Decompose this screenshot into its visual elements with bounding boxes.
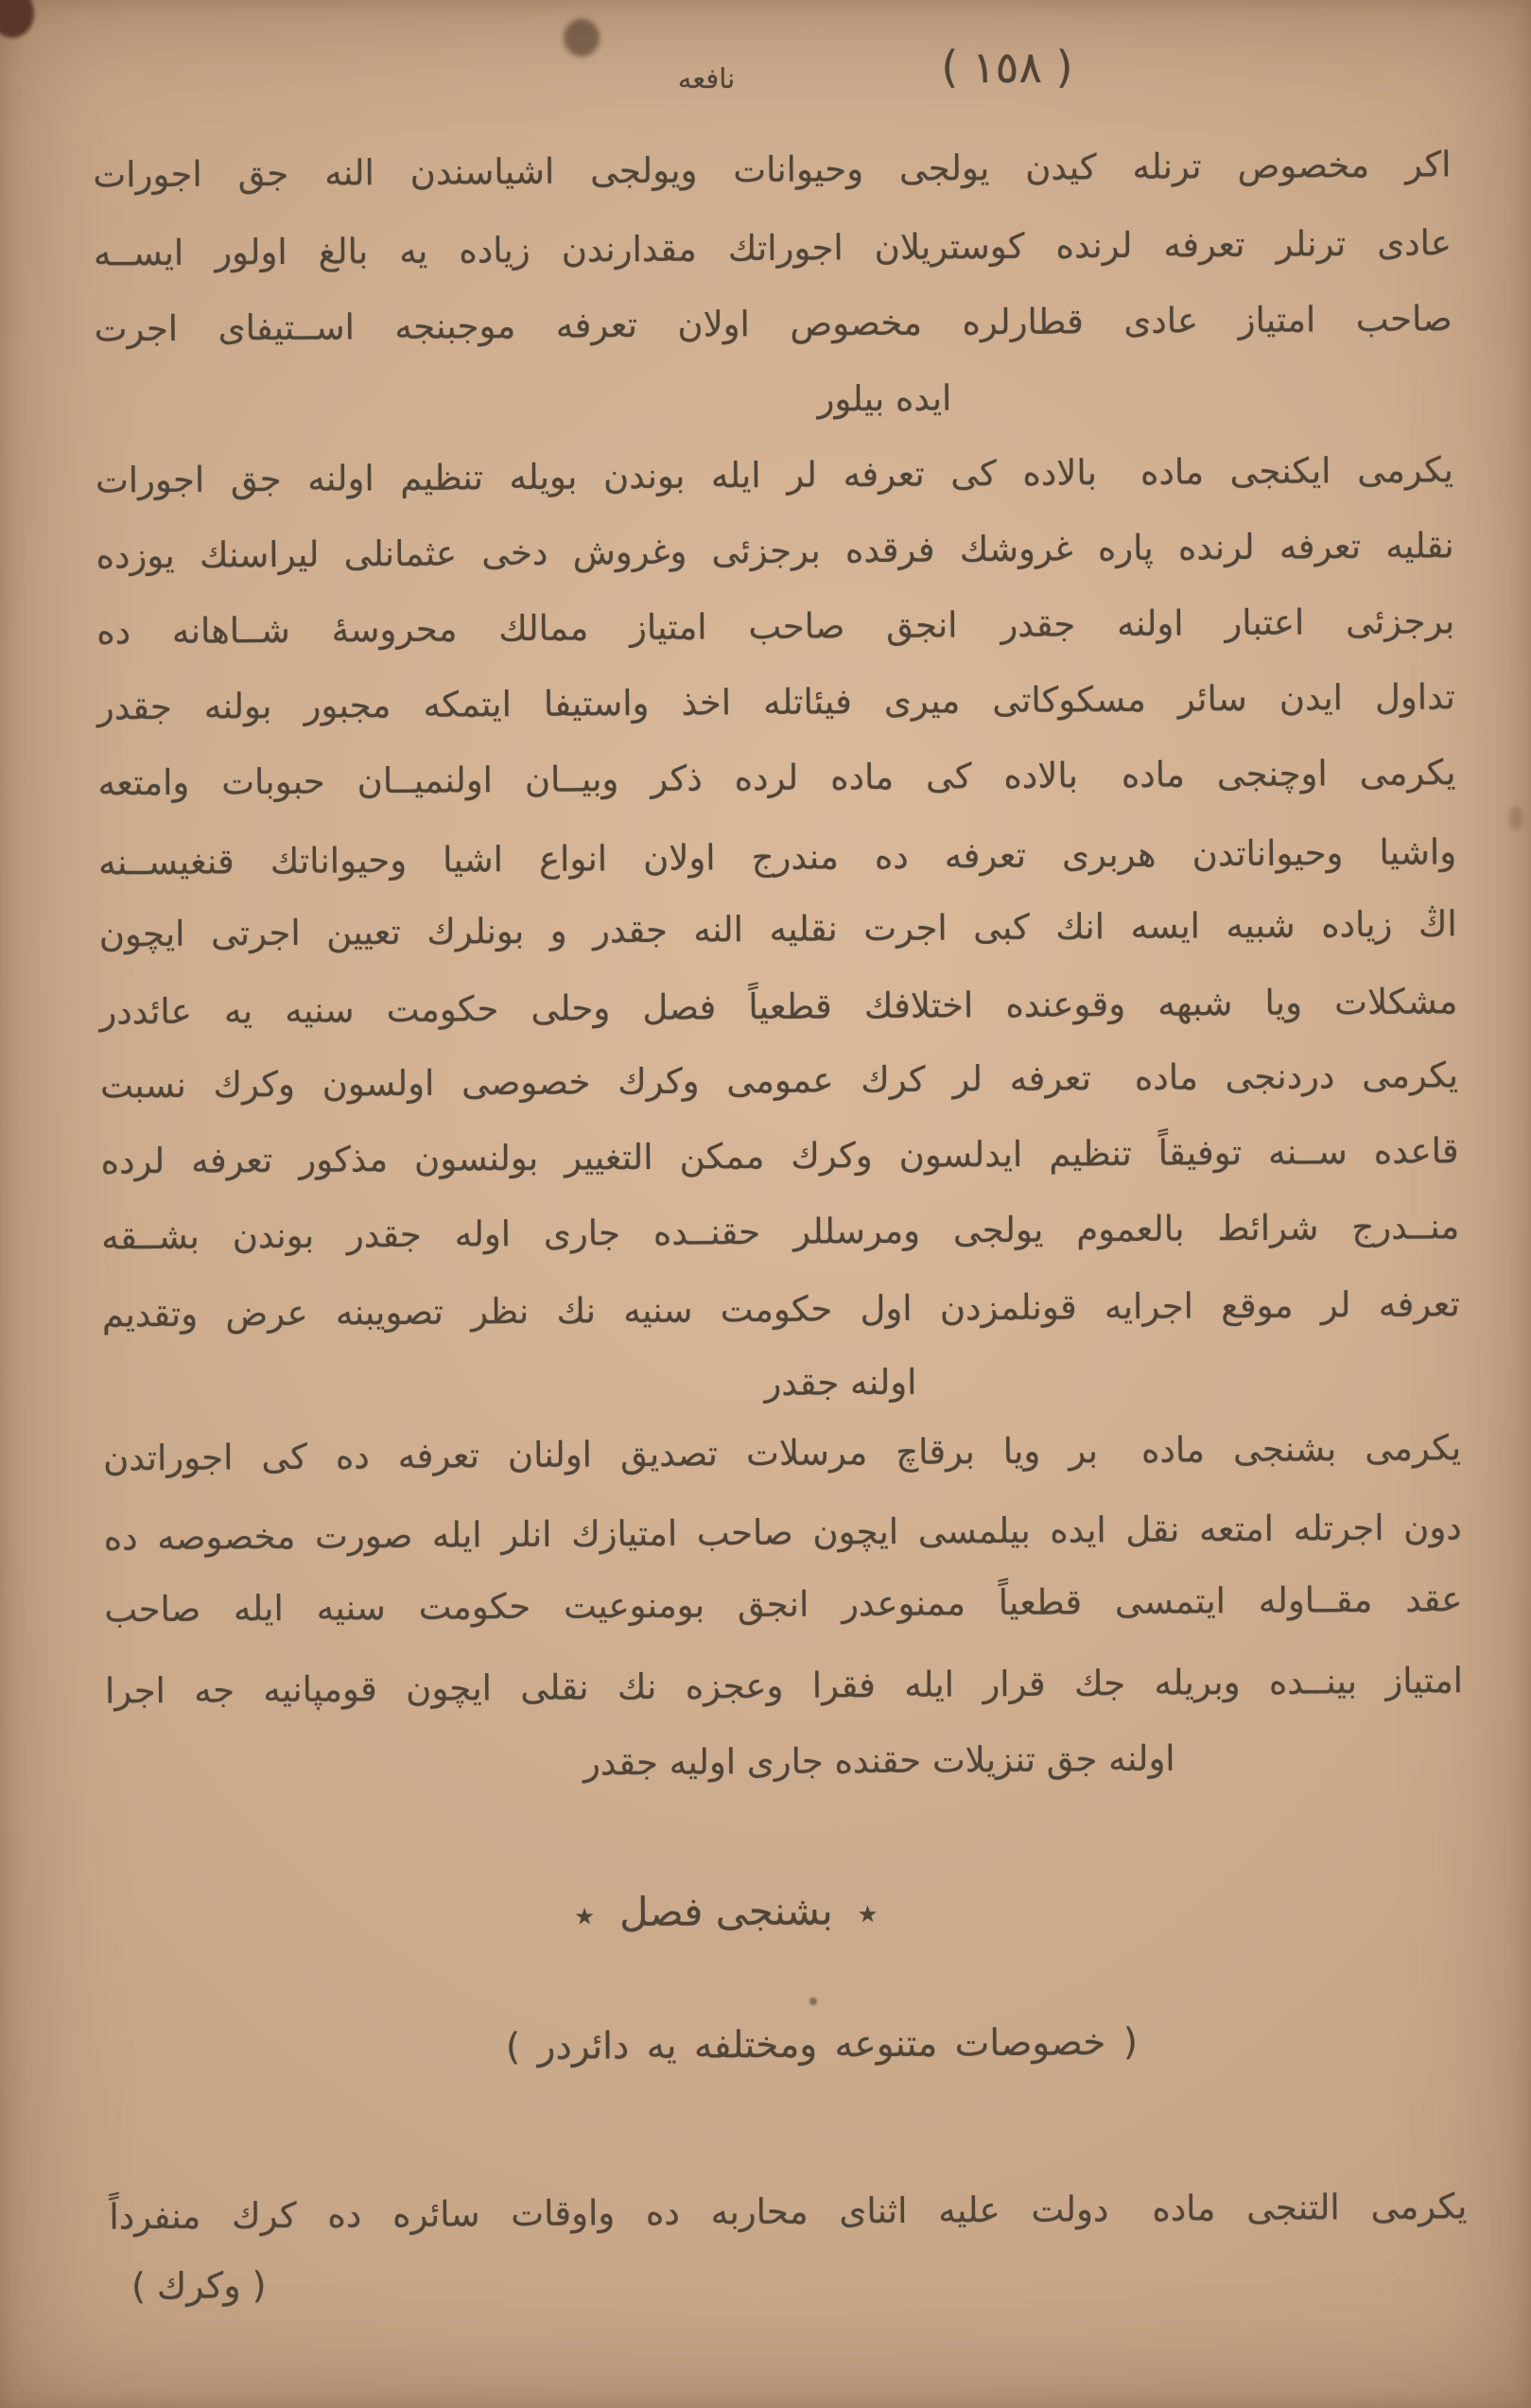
body-line: اكر مخصوص ترنله كيدن يولجى وحيوانات ويولجى اشياسندن النه جق اجورات xyxy=(93,144,1452,196)
body-line: اڭ زياده شبيه ايسه انك كبى اجرت نقليه النه جقدر و بونلرك تعيين اجرتى ايچون xyxy=(98,903,1457,955)
body-line: عادى ترنلر تعرفه لرنده كوستريلان اجوراتك مقدارندن زياده يه بالغ اولور ايســه xyxy=(93,222,1453,274)
chapter-heading xyxy=(485,1886,967,1936)
body-line: امتياز بينــده وبريله جك قرار ايله فقرا وعجزه نك نقلى ايچون قومپانيه جه اجرا xyxy=(104,1660,1464,1712)
fleuron-icon: ٭ xyxy=(574,1893,596,1938)
body-line: دون اجرتله امتعه نقل ايده بيلمسى ايچون صاحب امتيازك انلر ايله صورت مخصوصه ده xyxy=(103,1507,1462,1559)
article-label: يكرمى التنجى ماده xyxy=(1152,2186,1468,2229)
body-line: منــدرج شرائط بالعموم يولجى ومرسللر حقنــده جارى اوله جقدر بوندن بشــقه xyxy=(101,1206,1460,1258)
chapter-subtitle: ( خصوصات متنوعه ومختلفه يه دائردر ) xyxy=(505,2020,1139,2069)
label-gap xyxy=(1091,1089,1135,1090)
article-23-line: يكرمى اوچنجى مادهبالاده كى ماده لرده ذكر وبيــان اولنميــان حبوبات وامتعه xyxy=(97,752,1456,804)
article-22-line: يكرمى ايكنجى مادهبالاده كى تعرفه لر ايله بوندن بويله تنظيم اولنه جق اجورات xyxy=(95,449,1454,501)
label-gap xyxy=(958,636,1001,637)
label-gap xyxy=(1098,1461,1141,1462)
body-line: مشكلات ويا شبهه وقوعنده اختلافك قطعياً فصل وحلى حكومت سنيه يه عائددر xyxy=(99,981,1458,1033)
article-label: يكرمى بشنجى ماده xyxy=(1140,1427,1462,1471)
body-line: تعرفه لر موقع اجرايه قونلمزدن اول حكومت سنيه نك نظر تصويبنه عرض وتقديم xyxy=(101,1283,1461,1335)
page-number: ( ١٥٨ ) xyxy=(941,42,1073,93)
article-label: يكرمى اوچنجى ماده xyxy=(1121,752,1456,796)
article-25-line: يكرمى بشنجى مادهبر ويا برقاچ مرسلات تصديق اولنان تعرفه ده كى اجوراتدن xyxy=(102,1427,1462,1479)
running-title: نافعه xyxy=(677,62,736,95)
article-label: يكرمى دردنجى ماده xyxy=(1134,1055,1459,1098)
article-label: يكرمى ايكنجى ماده xyxy=(1140,449,1454,493)
label-gap xyxy=(1078,786,1122,787)
body-line: برجزئى اعتبار اولنه جقدرانجق صاحب امتياز ممالك محروسهٔ شــاهانه ده xyxy=(96,601,1455,653)
fleuron-icon: ٭ xyxy=(857,1892,879,1936)
label-gap xyxy=(1097,483,1140,484)
body-line: واشيا وحيواناتدن هربرى تعرفه ده مندرج اولان انواع اشيا وحيواناتك قنغيســنه xyxy=(97,831,1457,883)
paragraph-end-line: اولنه جق تنزيلات حقنده جارى اوليه جقدر xyxy=(583,1737,1175,1784)
paragraph-end-line: ايده بيلور xyxy=(817,377,952,420)
body-line: نقليه تعرفه لرنده پاره غروشك فرقده برجزئى وغروش دخى عثمانلى ليراسنك يوزده xyxy=(96,525,1454,577)
paragraph-end-line: اولنه جقدر xyxy=(764,1361,917,1405)
body-line: صاحب امتياز عادى قطارلره مخصوص اولان تعرفه موجبنجه اســتيفاى اجرت xyxy=(94,298,1453,350)
body-line: تداول ايدن سائر مسكوكاتى ميرى فيئاتله اخذ واستيفا ايتمكه مجبور بولنه جقدر xyxy=(96,676,1455,728)
article-26-line: يكرمى التنجى مادهدولت عليه اثناى محاربه ده واوقات سائره ده كرك منفرداً xyxy=(109,2186,1468,2238)
label-gap xyxy=(1108,2220,1152,2221)
catchword: ( وكرك ) xyxy=(130,2264,267,2308)
body-line: عقد مقــاوله ايتمسى قطعياً ممنوعدر انجق بومنوعيت حكومت سنيه ايله صاحب xyxy=(104,1579,1463,1631)
body-line: قاعده ســنه توفيقاً تنظيم ايدلسون وكرك ممكن التغيير بولنسون مذكور تعرفه لرده xyxy=(100,1130,1459,1182)
chapter-title: بشنجى فصل xyxy=(618,1887,833,1936)
article-24-line: يكرمى دردنجى مادهتعرفه لر كرك عمومى وكرك خصوصى اولسون وكرك نسبت xyxy=(99,1055,1459,1107)
